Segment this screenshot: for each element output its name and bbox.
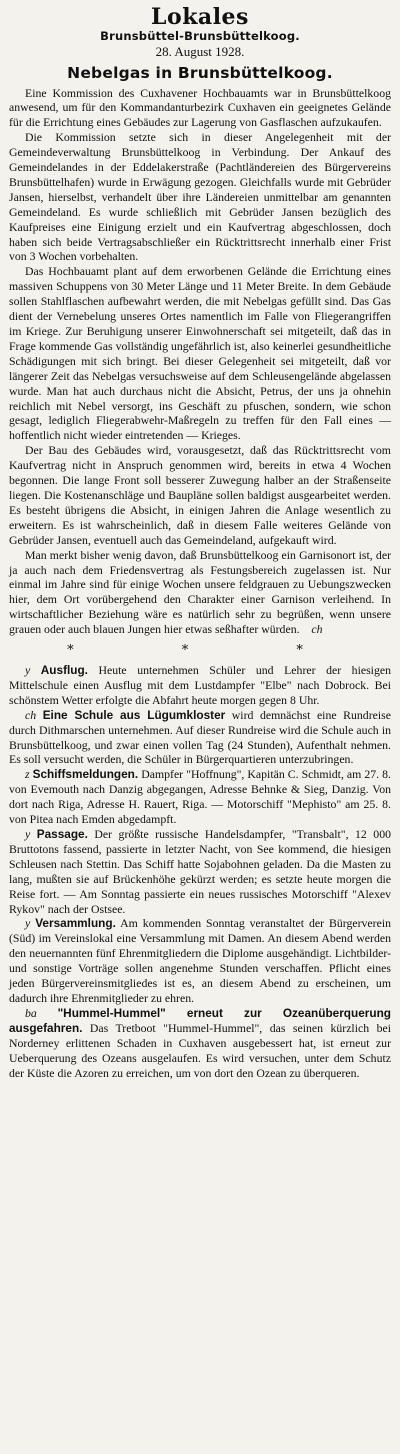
masthead bbox=[9, 6, 391, 58]
news-item-text: wird demnächst eine Rundreise durch Dithmarschen unternehmen. Auf dieser Rundreise wird die Schule auch in Brunsbüttelkoog, und zwar einen vollen Tag (24 Stunden), Aufenthalt nehmen. Es soll versucht werden, die Schüler in Bürgerquartieren unterzubringen. bbox=[9, 707, 391, 767]
locality-subtitle: Brunsbüttel-Brunsbüttelkoog. bbox=[100, 29, 300, 43]
article-body bbox=[9, 86, 391, 638]
news-items bbox=[9, 663, 391, 1080]
news-item-prefix: z bbox=[25, 767, 30, 782]
dateline: 28. August 1928. bbox=[155, 43, 245, 59]
news-item-keyword: Versammlung. bbox=[35, 916, 116, 931]
section-title: Lokales bbox=[151, 4, 249, 30]
news-item-prefix: ch bbox=[25, 707, 37, 722]
news-item-keyword: Eine Schule aus Lügumkloster bbox=[42, 707, 226, 722]
article-paragraph: Eine Kommission des Cuxhavener Hochbauamts war in Brunsbüttelkoog anwesend, um für den Kommandanturbezirk Cuxhaven ein geeignetes Gelände für die Errichtung eines Gebäudes zur Lagerung von Gasflaschen aufzukaufen. bbox=[9, 85, 391, 130]
article-paragraph-last bbox=[9, 548, 391, 637]
news-item-keyword: Schiffsmeldungen. bbox=[32, 767, 139, 782]
news-item bbox=[9, 767, 391, 827]
news-item-text: Der größte russische Handelsdampfer, "Transbalt", 12 000 Bruttotons fassend, passierte in letzter Nacht, von See kommend, die hiesigen Schleusen nach Stettin. Das Schiff hatte Sojabohnen geladen. Da die Masten zu lang, mußten sie auf Brückenhöhe gekürzt werden; es setzte heute morgen die Reise fort. — Am Sonntag passierte ein neues russisches Motorschiff "Alexev Rykov" nach der Ostsee. bbox=[9, 827, 391, 916]
news-item-text: Dampfer "Hoffnung", Kapitän C. Schmidt, am 27. 8. von Evemouth nach Danzig abgegangen, Adresse Behnke & Sieg, Danzig. Von dort nach Riga, Adresse H. Rauert, Riga. — Motorschiff "Mephisto" am 25. 8. von Pitea nach Emden abgedampft. bbox=[9, 767, 391, 827]
news-item bbox=[9, 1006, 391, 1081]
news-item-text: Heute unternehmen Schüler und Lehrer der hiesigen Mittelschule einen Ausflug mit dem Lustdampfer "Elbe" nach Dobrock. Bei schönstem Wetter erfolgte die Abfahrt heute morgen gegen 8 Uhr. bbox=[9, 663, 391, 707]
news-item-text: Das Tretboot "Hummel-Hummel", das seinen kürzlich bei Norderney erlittenen Schaden in Cuxhaven ausgebessert hat, ist erneut zur Ueberquerung des Ozeans ausgelaufen. Es wird versuchen, unter dem Schutz der Küste die Azoren zu erreichen, um von dort den Ozean zu überqueren. bbox=[9, 1020, 391, 1080]
article-paragraph-text: Man merkt bisher wenig davon, daß Brunsbüttelkoog ein Garnisonort ist, der ja auch nach dem Friedensvertrag als Festungsbereich zugelassen ist. Nur einmal im Jahre sind für einige Wochen unsere feldgrauen zu Uebungszwecken hier, dem Ort vorübergehend den Charakter einer Garnison verleihend. In wirtschaftlicher Beziehung wäre es natürlich sehr zu begrüßen, wenn unsere grauen oder auch blauen Jungen hier etwas seßhafter würden. bbox=[9, 547, 391, 637]
section-separator: * * * bbox=[67, 643, 355, 659]
news-item-text: Am kommenden Sonntag veranstaltet der Bürgerverein (Süd) im Vereinslokal eine Versammlung mit Damen. An diesem Abend werden den neuernannten fünf Ehrenmitgliedern die Diplome ausgehändigt. Lichtbilder- und sonstige Vorträge sollen angenehme Stunden verschaffen. Pflicht eines jeden Bürgervereinsmitgliedes ist es, an diesem Abend zu erscheinen, um dadurch ihre Ehrenmitglieder zu ehren. bbox=[9, 916, 391, 1005]
news-item-keyword: "Hummel-Hummel" erneut zur Ozeanüberquerung ausgefahren. bbox=[9, 1005, 391, 1035]
article-paragraph: Der Bau des Gebäudes wird, vorausgesetzt, daß das Rücktrittsrecht vom Kaufvertrag nicht in Anspruch genommen wird, bereits in etwa 4 Wochen begonnen. Die lange Front soll besserer Zuwegung halber an der Straßenseite liegen. Die Kostenanschläge und Baupläne sollen baldigst ausgearbeitet werden. Es besteht übrigens die Absicht, in einigen Jahren die Anlage wesentlich zu erweitern. Es ist wahrscheinlich, daß in diesem Falle weiteres Gelände von Gebrüder Jansen, eventuell auch das Gemeindeland, aufgekauft wird. bbox=[9, 443, 391, 547]
article-title: Nebelgas in Brunsbüttelkoog. bbox=[67, 63, 333, 82]
news-item-prefix: y bbox=[25, 827, 31, 841]
news-item-keyword: Passage. bbox=[36, 827, 88, 841]
news-item bbox=[9, 827, 391, 916]
news-item-prefix: y bbox=[25, 663, 31, 678]
article-paragraph: Die Kommission setzte sich in dieser Angelegenheit mit der Gemeindeverwaltung Brunsbüttelkoog in Verbindung. Der Ankauf des Gemeindelandes in der Eddelakerstraße (Pachtländereien des Bürgervereins Brunsbüttelhafen) wurde in Erwägung gezogen. Gleichfalls wurde mit Gebrüder Jansen, hierselbst, verhandelt über ihre Ländereien unmittelbar am genannten Gemeindeland. Es wurde schließlich mit Gebrüder Jansen bezüglich des Kaufpreises eine Einigung erzielt und ein Kaufvertrag abgeschlossen, doch haben sich beide Vertragsabschließer ein Rücktrittsrecht innerhalb einer Frist von 3 Wochen vorbehalten. bbox=[9, 130, 391, 264]
author-mark: ch bbox=[311, 622, 323, 637]
news-item-keyword: Ausflug. bbox=[40, 663, 88, 678]
news-item-prefix: ba bbox=[25, 1005, 37, 1020]
news-item bbox=[9, 708, 391, 768]
news-item-prefix: y bbox=[25, 916, 31, 931]
article-paragraph: Das Hochbauamt plant auf dem erworbenen Gelände die Errichtung eines massiven Schuppens von 30 Meter Länge und 11 Meter Breite. In dem Gebäude sollen Stahlflaschen aufbewahrt werden, die mit Nebelgas gefüllt sind. Das Gas dient der Vernebelung unseres Ortes namentlich im Falle von Fliegerangriffen im Kriege. Zur Beruhigung unserer Einwohnerschaft sei mitgeteilt, daß das in Frage kommende Gas vollständig ungefährlich ist, also keinerlei gesundheitliche Schädigungen mit sich bringt. Bei dieser Gelegenheit sei mitgeteilt, daß vor längerer Zeit das Nebelgas versuchsweise auf dem Schleusengelände abgelassen wurde. Man hat auch durchaus nicht die Absicht, Petrus, der uns ja ohnehin reichlich mit Nebel versorgt, ins Geschäft zu pfuschen, sondern, wie schon gesagt, lediglich Fliegerabwehr-Maßregeln zu treffen für den Fall eines — hoffentlich nicht wieder eintretenden — Krieges. bbox=[9, 264, 391, 443]
news-item bbox=[9, 663, 391, 708]
news-item bbox=[9, 916, 391, 1005]
